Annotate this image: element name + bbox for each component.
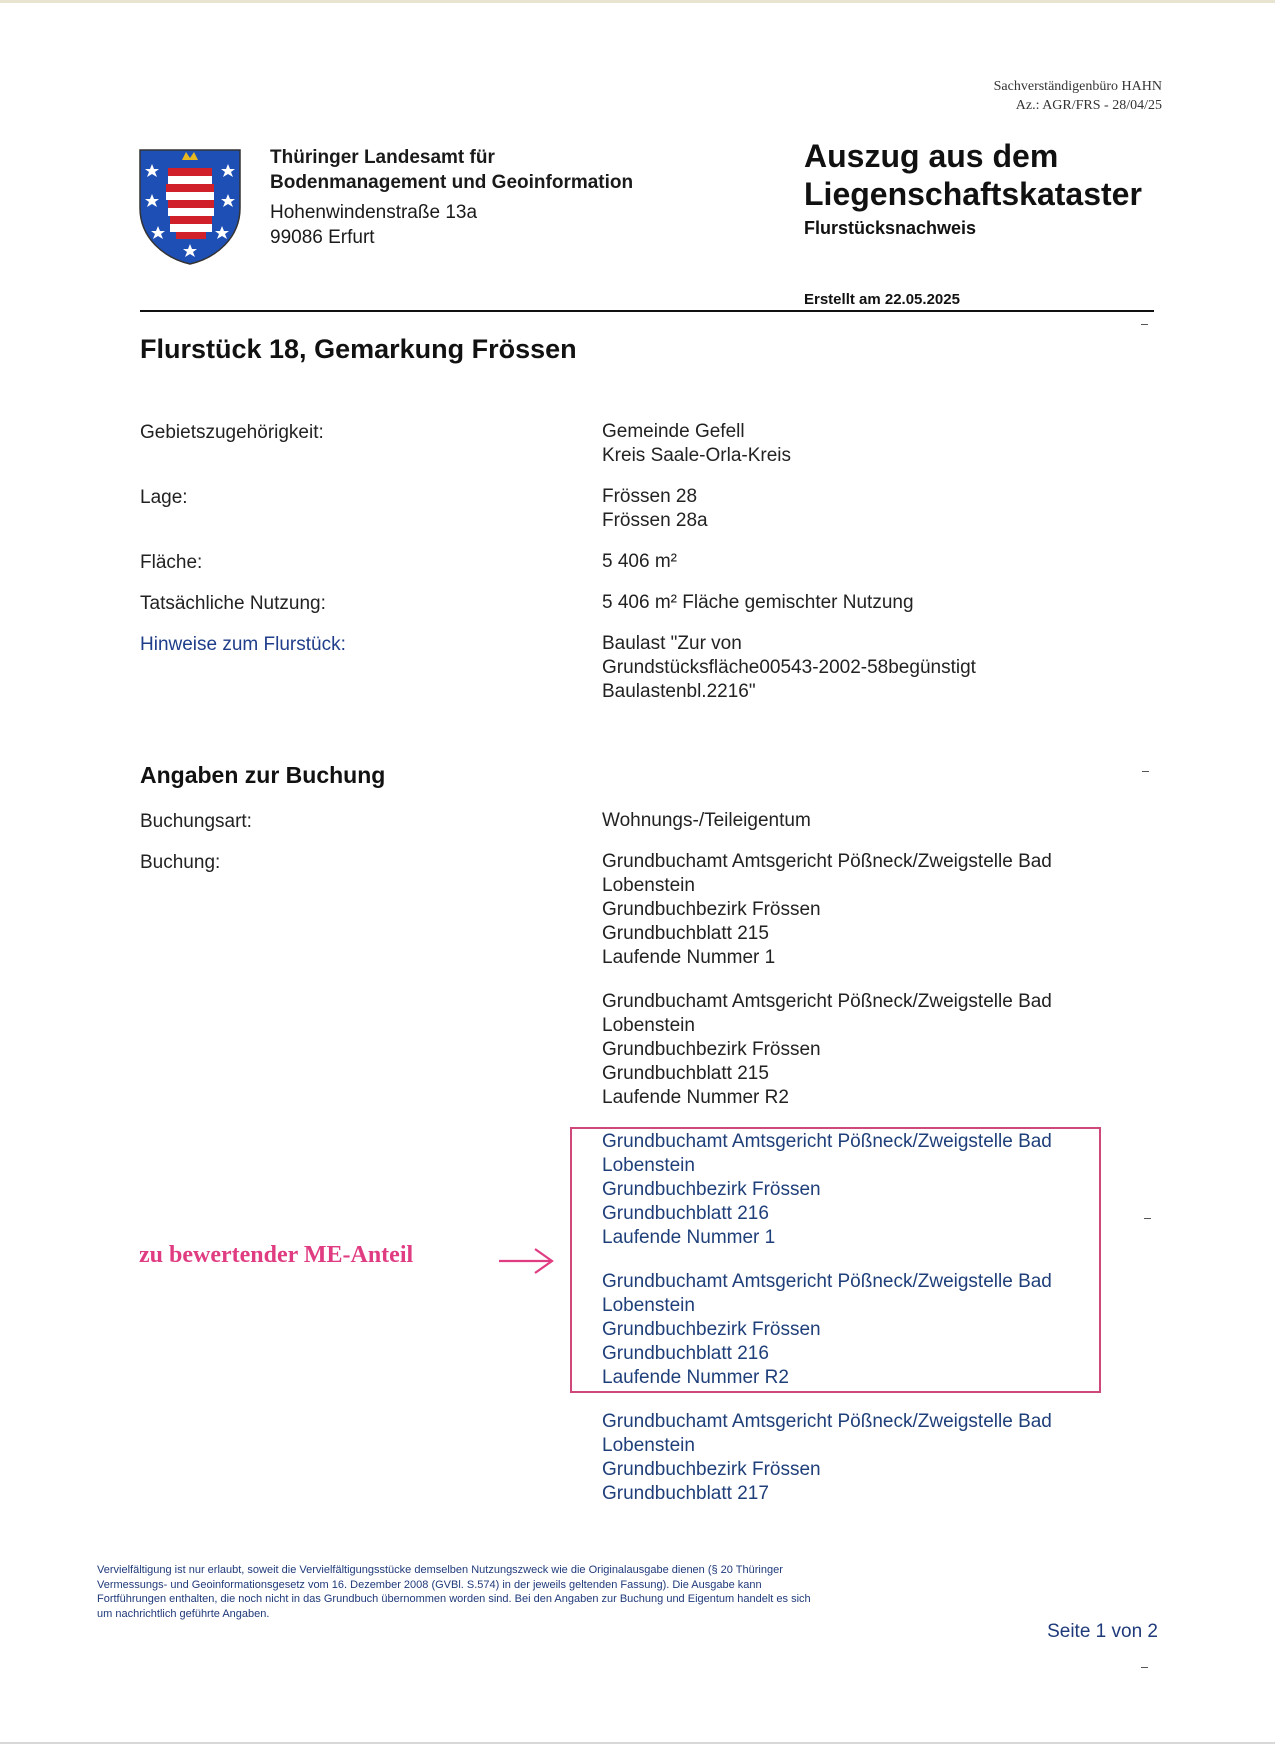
valuation-annotation: zu bewertender ME-Anteil: [139, 1242, 414, 1268]
arrow-right-icon: [497, 1246, 555, 1276]
creation-date: Erstellt am 22.05.2025: [804, 291, 960, 308]
scan-mark: [1141, 324, 1148, 325]
booking-entry-4: [602, 1270, 1122, 1390]
scan-edge-top: [0, 0, 1275, 3]
scan-mark: [1142, 771, 1149, 772]
value-line: Frössen 28a: [602, 510, 708, 531]
value-line: Grundbuchamt Amtsgericht Pößneck/Zweigstelle Bad: [602, 851, 1052, 872]
value-line: Lobenstein: [602, 1155, 695, 1176]
value-line: Grundbuchblatt 217: [602, 1483, 769, 1504]
row-value-location: [602, 485, 1122, 533]
value-line: Grundbuchbezirk Frössen: [602, 1319, 821, 1340]
booking-heading: Angaben zur Buchung: [140, 762, 386, 788]
value-line: Kreis Saale-Orla-Kreis: [602, 445, 791, 466]
row-value-area: [602, 420, 1122, 468]
value-line: Grundbuchamt Amtsgericht Pößneck/Zweigstelle Bad: [602, 991, 1052, 1012]
value-line: Gemeinde Gefell: [602, 421, 745, 442]
booking-entry-3: [602, 1130, 1122, 1250]
reference-stamp: [994, 77, 1162, 115]
agency-name-line2: Bodenmanagement und Geoinformation: [270, 171, 634, 193]
scan-edge-bottom: [0, 1742, 1275, 1744]
value-line: Grundbuchamt Amtsgericht Pößneck/Zweigstelle Bad: [602, 1271, 1052, 1292]
page-number: Seite 1 von 2: [1047, 1621, 1158, 1642]
value-line: Laufende Nummer 1: [602, 947, 776, 968]
booking-entry-2: [602, 990, 1122, 1110]
value-line: Baulast "Zur von: [602, 633, 742, 654]
reference-file-number: Az.: AGR/FRS - 28/04/25: [1015, 98, 1162, 113]
value-line: Grundbuchblatt 215: [602, 923, 769, 944]
value-line: Grundbuchblatt 215: [602, 1063, 769, 1084]
document-title: [804, 137, 1142, 213]
row-label-area: Gebietszugehörigkeit:: [140, 422, 324, 443]
scan-mark: [1141, 1667, 1148, 1668]
value-line: Laufende Nummer R2: [602, 1367, 789, 1388]
value-line: Lobenstein: [602, 875, 695, 896]
value-line: Grundbuchbezirk Frössen: [602, 1039, 821, 1060]
notice-line: Fortführungen enthalten, die noch nicht in das Grundbuch übernommen worden sind. Bei den Angaben zur Buchung und Eigentum handelt es sich: [97, 1593, 811, 1605]
value-line: Grundbuchblatt 216: [602, 1203, 769, 1224]
row-value-usage: [602, 591, 1122, 615]
value-line: Frössen 28: [602, 486, 698, 507]
row-label-notes: Hinweise zum Flurstück:: [140, 634, 346, 655]
value-line: Grundbuchbezirk Frössen: [602, 1179, 821, 1200]
header-divider: [140, 310, 1154, 312]
notice-line: um nachrichtlich geführte Angaben.: [97, 1607, 270, 1620]
row-value-notes: [602, 632, 1122, 704]
document-subtitle: Flurstücksnachweis: [804, 218, 977, 238]
booking-entries-label: Buchung:: [140, 852, 221, 873]
value-line: 5 406 m² Fläche gemischter Nutzung: [602, 592, 914, 613]
agency-city: 99086 Erfurt: [270, 226, 375, 248]
value-line: Laufende Nummer 1: [602, 1227, 776, 1248]
booking-entry-1: [602, 850, 1122, 970]
value-line: Laufende Nummer R2: [602, 1087, 789, 1108]
value-line: Grundbuchamt Amtsgericht Pößneck/Zweigstelle Bad: [602, 1131, 1052, 1152]
value-line: Grundbuchbezirk Frössen: [602, 1459, 821, 1480]
booking-type-value: [602, 809, 1122, 833]
booking-entry-5: [602, 1410, 1122, 1506]
booking-type-label: Buchungsart:: [140, 811, 252, 832]
value-line: Lobenstein: [602, 1435, 695, 1456]
row-label-size: Fläche:: [140, 552, 203, 573]
document-title-line1: Auszug aus dem: [804, 138, 1059, 174]
value-line: Grundstücksfläche00543-2002-58begünstigt: [602, 657, 976, 678]
thuringia-coat-of-arms-icon: [138, 146, 242, 266]
notice-line: Vermessungs- und Geoinformationsgesetz vom 16. Dezember 2008 (GVBl. S.574) in der jeweils geltenden Fassung). Die Ausgabe kann: [97, 1578, 762, 1591]
parcel-heading: Flurstück 18, Gemarkung Frössen: [140, 334, 577, 364]
row-label-location: Lage:: [140, 487, 188, 508]
value-line: Lobenstein: [602, 1015, 695, 1036]
agency-name-line1: Thüringer Landesamt für: [270, 147, 495, 168]
agency-street: Hohenwindenstraße 13a: [270, 202, 478, 223]
row-value-size: [602, 550, 1122, 574]
legal-notice: [97, 1563, 912, 1621]
row-label-usage: Tatsächliche Nutzung:: [140, 593, 326, 614]
value-line: Grundbuchblatt 216: [602, 1343, 769, 1364]
agency-address: [270, 146, 633, 250]
notice-line: Vervielfältigung ist nur erlaubt, soweit die Vervielfältigungsstücke demselben Nutzungszweck wie die Originalausgabe dienen (§ 20 Thüringer: [97, 1564, 783, 1576]
reference-office: Sachverständigenbüro HAHN: [993, 79, 1162, 94]
document-title-line2: Liegenschaftskataster: [804, 176, 1142, 212]
value-line: Grundbuchbezirk Frössen: [602, 899, 821, 920]
value-line: Wohnungs-/Teileigentum: [602, 810, 811, 831]
value-line: Baulastenbl.2216": [602, 681, 756, 702]
value-line: Grundbuchamt Amtsgericht Pößneck/Zweigstelle Bad: [602, 1411, 1052, 1432]
value-line: Lobenstein: [602, 1295, 695, 1316]
scan-mark: [1144, 1218, 1151, 1219]
value-line: 5 406 m²: [602, 551, 677, 572]
